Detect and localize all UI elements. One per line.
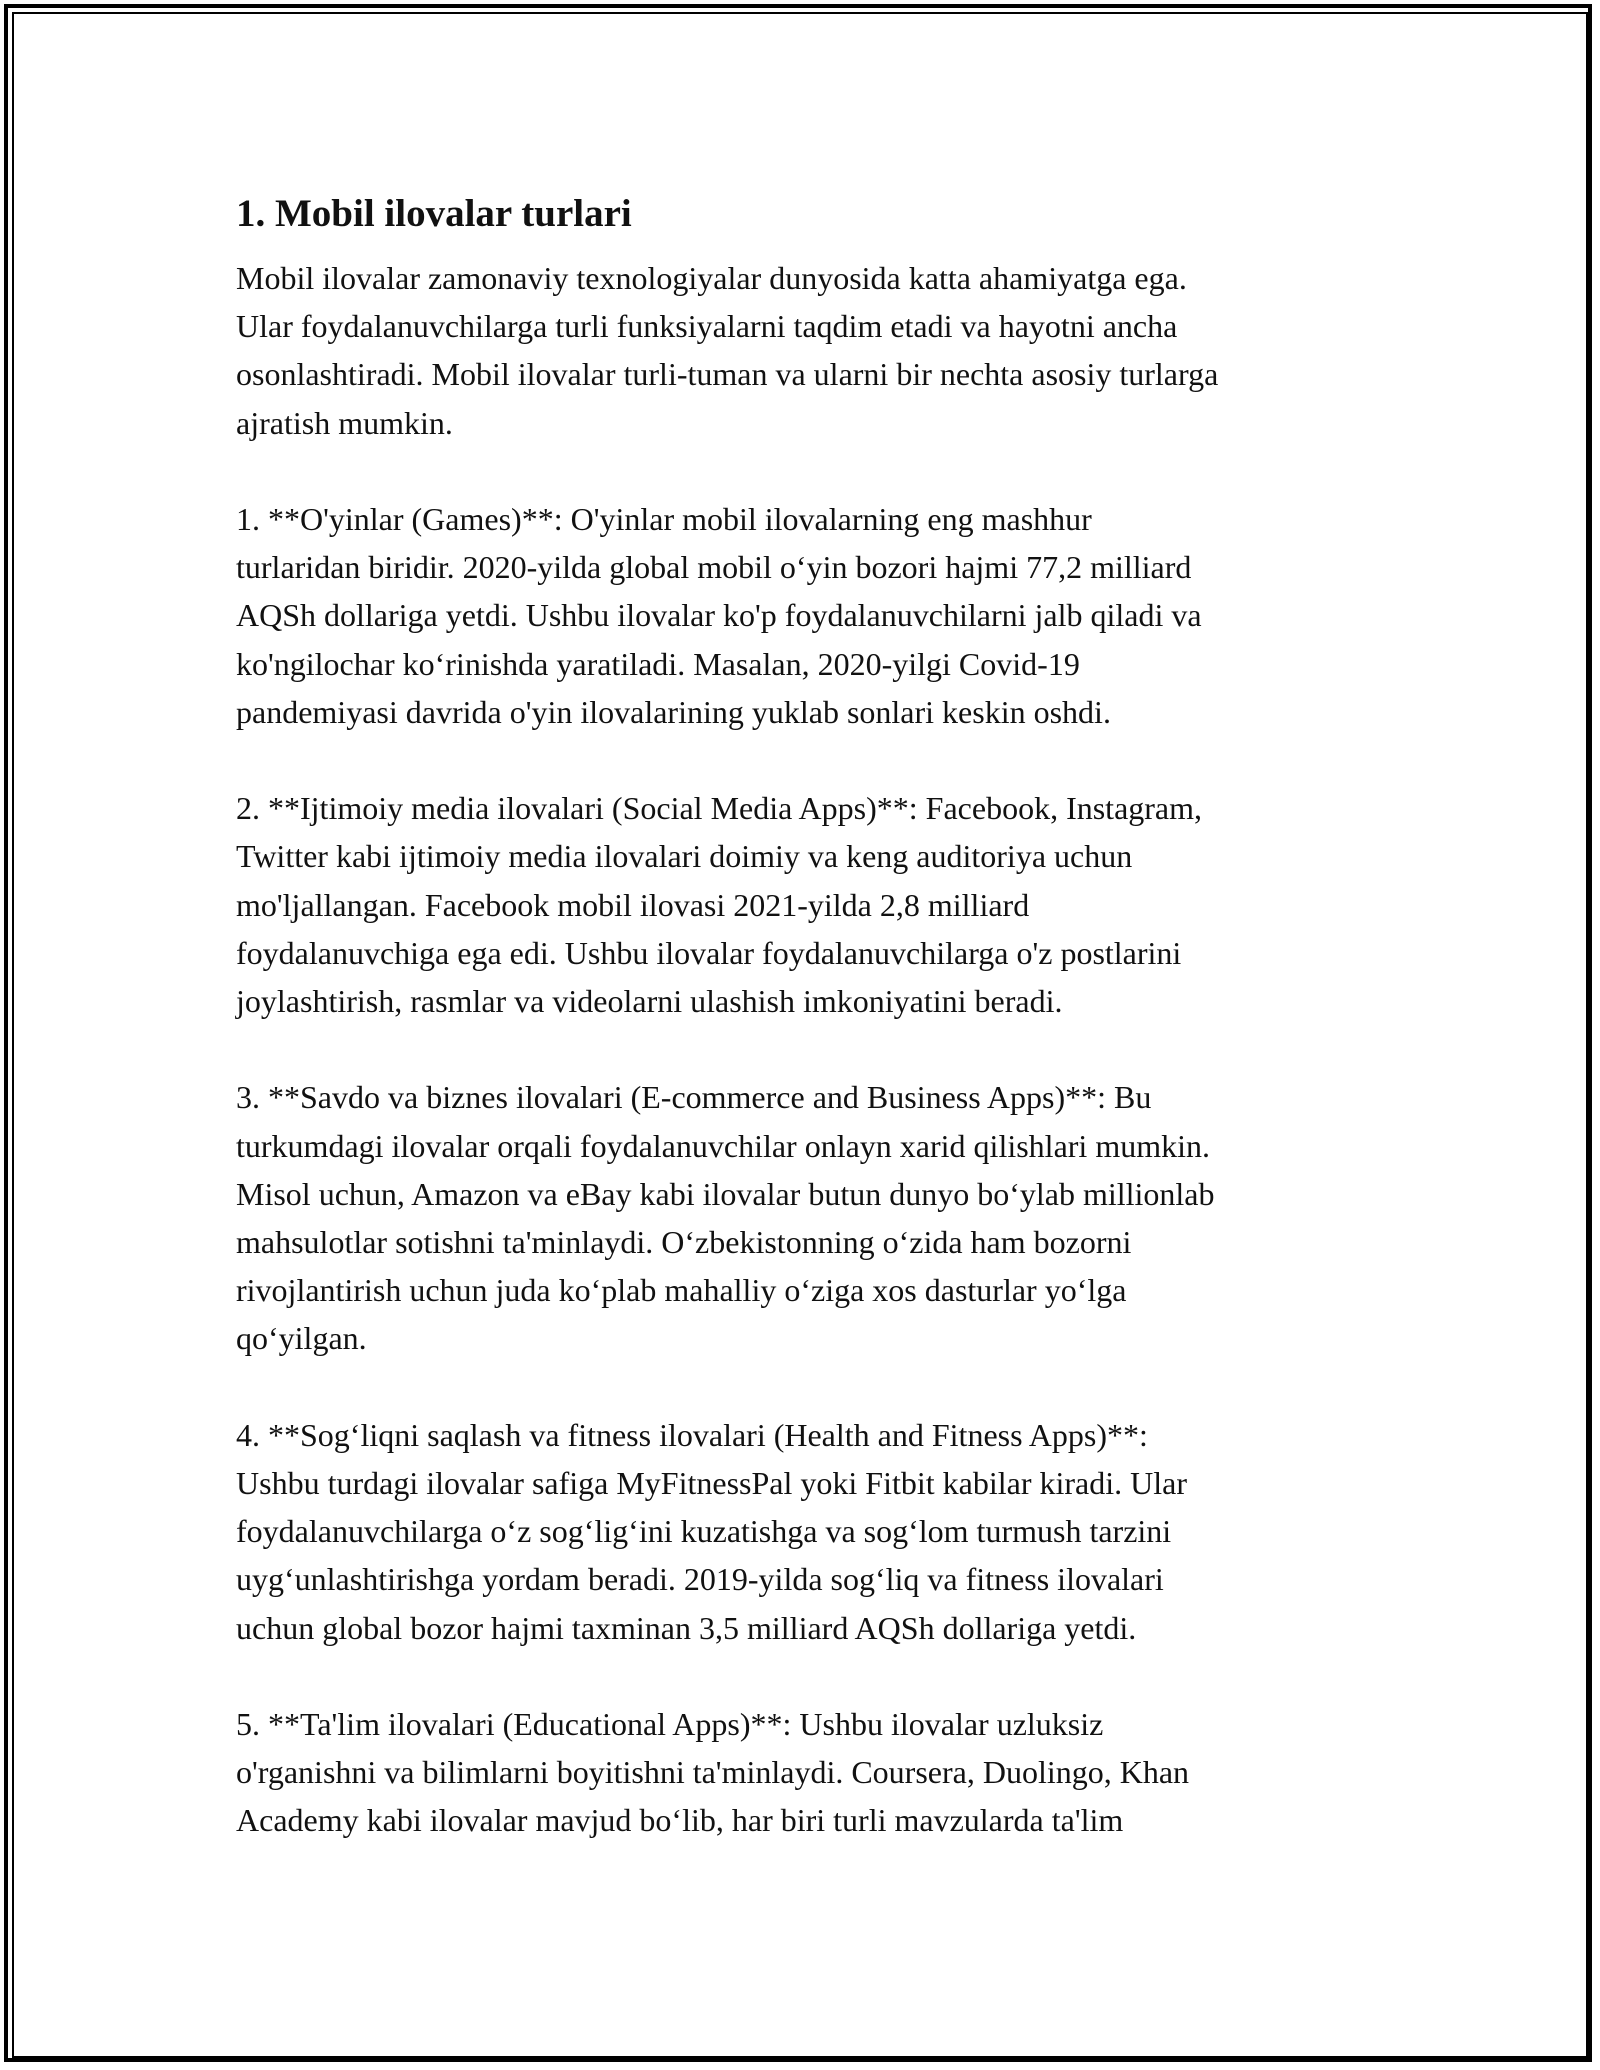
document-page [236,186,1376,1893]
paragraph-line: AQSh dollariga yetdi. Ushbu ilovalar ko'p foydalanuvchilarni jalb qiladi va [236,597,1202,634]
paragraph-line: 1. **O'yinlar (Games)**: O'yinlar mobil ilovalarning eng mashhur [236,501,1092,537]
paragraph-line: mo'ljallangan. Facebook mobil ilovasi 2021-yilda 2,8 milliard [236,886,1030,923]
paragraph-line: uchun global bozor hajmi taxminan 3,5 milliard AQSh dollariga yetdi. [236,1609,1137,1646]
paragraph-line: pandemiyasi davrida o'yin ilovalarining yuklab sonlari keskin oshdi. [236,693,1111,730]
paragraph-line: turlaridan biridir. 2020-yilda global mobil o‘yin bozori hajmi 77,2 milliard [236,549,1192,586]
games-paragraph [236,495,1376,736]
paragraph-line: foydalanuvchilarga o‘z sog‘lig‘ini kuzatishga va sog‘lom turmush tarzini [236,1513,1172,1550]
paragraph-line: Academy kabi ilovalar mavjud bo‘lib, har biri turli mavzularda ta'lim [236,1802,1124,1839]
paragraph-line: 4. **Sog‘liqni saqlash va fitness ilovalari (Health and Fitness Apps)**: [236,1416,1148,1453]
paragraph-line: Ular foydalanuvchilarga turli funksiyalarni taqdim etadi va hayotni ancha [236,308,1178,345]
education-paragraph [236,1700,1376,1845]
section-heading: 1. Mobil ilovalar turlari [236,192,632,235]
paragraph-line: ko'ngilochar ko‘rinishda yaratiladi. Masalan, 2020-yilgi Covid-19 [236,645,1080,682]
paragraph-line: ajratish mumkin. [236,404,453,441]
paragraph-line: o'rganishni va bilimlarni boyitishni ta'minlaydi. Coursera, Duolingo, Khan [236,1754,1190,1791]
paragraph-line: foydalanuvchiga ega edi. Ushbu ilovalar foydalanuvchilarga o'z postlarini [236,934,1182,971]
paragraph-line: Misol uchun, Amazon va eBay kabi ilovalar butun dunyo bo‘ylab millionlab [236,1175,1215,1212]
intro-paragraph [236,254,1376,447]
paragraph-line: Ushbu turdagi ilovalar safiga MyFitnessPal yoki Fitbit kabilar kiradi. Ular [236,1465,1187,1502]
paragraph-line: qo‘yilgan. [236,1320,367,1357]
paragraph-line: Mobil ilovalar zamonaviy texnologiyalar dunyosida katta ahamiyatga ega. [236,260,1187,296]
paragraph-line: 2. **Ijtimoiy media ilovalari (Social Media Apps)**: Facebook, Instagram, [236,790,1203,827]
health-fitness-paragraph [236,1411,1376,1652]
paragraph-line: turkumdagi ilovalar orqali foydalanuvchilar onlayn xarid qilishlari mumkin. [236,1127,1210,1164]
paragraph-line: osonlashtiradi. Mobil ilovalar turli-tuman va ularni bir nechta asosiy turlarga [236,356,1219,393]
paragraph-line: joylashtirish, rasmlar va videolarni ulashish imkoniyatini beradi. [236,983,1063,1020]
paragraph-line: Twitter kabi ijtimoiy media ilovalari doimiy va keng auditoriya uchun [236,838,1133,875]
social-media-paragraph [236,784,1376,1025]
paragraph-line: mahsulotlar sotishni ta'minlaydi. O‘zbekistonning o‘zida ham bozorni [236,1224,1132,1261]
paragraph-line: 5. **Ta'lim ilovalari (Educational Apps)**: Ushbu ilovalar uzluksiz [236,1706,1104,1743]
paragraph-line: rivojlantirish uchun juda ko‘plab mahalliy o‘ziga xos dasturlar yo‘lga [236,1272,1127,1309]
paragraph-line: 3. **Savdo va biznes ilovalari (E-commerce and Business Apps)**: Bu [236,1079,1152,1116]
paragraph-line: uyg‘unlashtirishga yordam beradi. 2019-yilda sog‘liq va fitness ilovalari [236,1561,1164,1598]
ecommerce-paragraph [236,1073,1376,1362]
